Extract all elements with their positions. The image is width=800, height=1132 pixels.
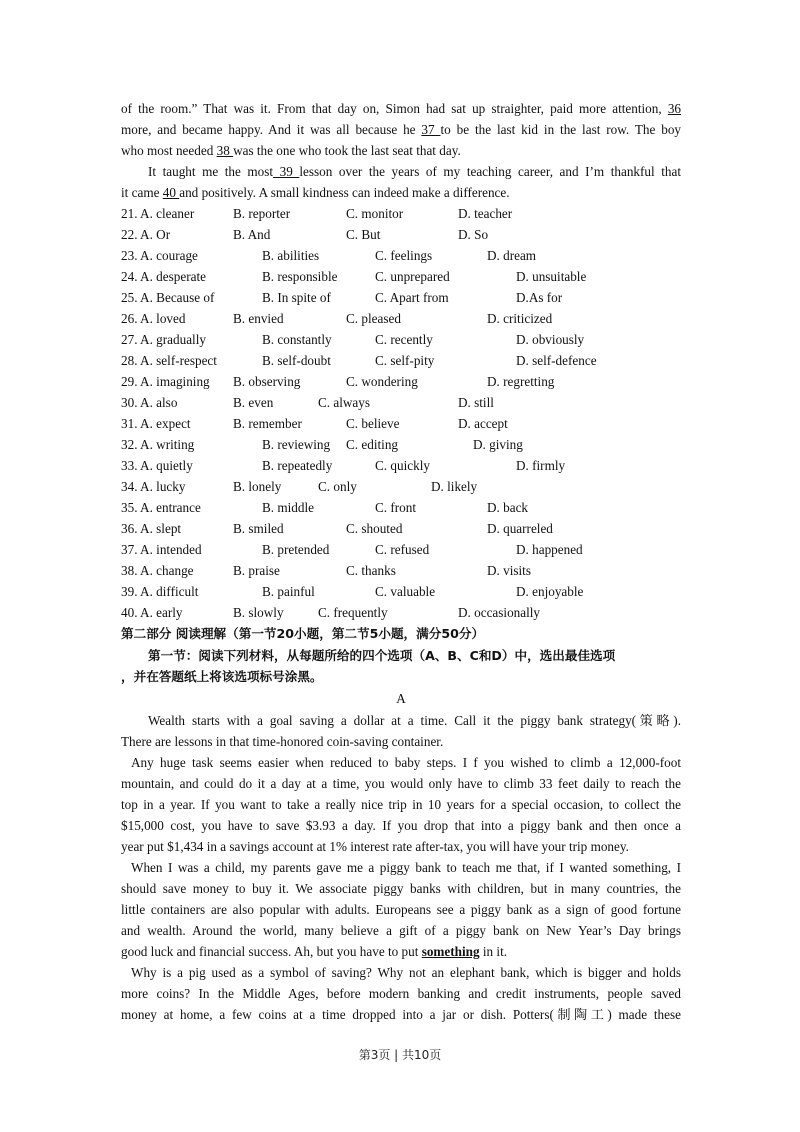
options-list [121,203,681,623]
option-a: 27. A. gradually [121,332,206,347]
option-c: C. editing [346,437,399,452]
option-row [121,434,681,455]
option-c: C. thanks [346,563,396,578]
option-b: B. pretended [262,542,330,557]
option-a: 38. A. change [121,563,194,578]
option-a: 32. A. writing [121,437,195,452]
option-row [121,266,681,287]
option-c: C. self-pity [375,353,435,368]
text-line [121,140,681,161]
text-run: lesson over the years of my teaching career, and I’m thankful that [299,164,681,179]
option-row [121,560,681,581]
option-b: B. slowly [233,605,284,620]
option-b: B. responsible [262,269,338,284]
option-d: D. criticized [487,311,553,326]
option-b: B. praise [233,563,280,578]
text-line: mountain, and could do it a day at a time, you would only have to climb 33 feet daily to reach the [121,776,681,791]
section-label: A [396,691,406,706]
option-c: C. wondering [346,374,418,389]
text-line: Why is a pig used as a symbol of saving? Why not an elephant bank, which is bigger and holds [131,965,681,980]
text-line [121,941,681,962]
option-c: C. quickly [375,458,430,473]
option-a: 33. A. quietly [121,458,193,473]
option-c: C. always [318,395,371,410]
text-run: who most needed [121,143,217,158]
option-row [121,392,681,413]
text-line: money at home, a few coins at a time dropped into a jar or dish. Potters(制陶工) made these [121,1007,681,1022]
text-line [148,161,681,182]
text-line: When I was a child, my parents gave me a piggy bank to teach me that, if I wanted something, I [131,860,681,875]
option-row [121,602,681,623]
blank-38: 38 [216,143,234,158]
option-b: B. repeatedly [262,458,333,473]
option-b: B. even [233,395,274,410]
text-run: and positively. A small kindness can indeed make a difference. [179,185,510,200]
option-d: D. firmly [516,458,566,473]
text-line: and wealth. Around the world, many believe a gift of a piggy bank on New Year’s Day brings [121,923,681,938]
option-a: 30. A. also [121,395,178,410]
text-line [121,182,681,203]
option-d: D. regretting [487,374,555,389]
option-c: C. shouted [346,521,403,536]
option-a: 28. A. self-respect [121,353,217,368]
option-row [121,329,681,350]
option-a: 31. A. expect [121,416,191,431]
option-c: C. refused [375,542,430,557]
page-footer: 第3页 | 共10页 [358,1048,442,1062]
text-run: it came [121,185,163,200]
option-row [121,203,681,224]
part-heading: 第二部分 阅读理解（第一节20小题，第二节5小题，满分50分） [121,626,485,641]
option-b: B. In spite of [262,290,331,305]
text-line: top in a year. If you want to take a really nice trip in 10 years for a special occasion, to collect the [121,797,681,812]
text-line: Wealth starts with a goal saving a dollar at a time. Call it the piggy bank strategy(策略). [148,713,681,728]
option-c: C. valuable [375,584,436,599]
option-b: B. And [233,227,271,242]
option-b: B. reporter [233,206,291,221]
option-b: B. middle [262,500,315,515]
option-d: D. back [487,500,529,515]
option-row [121,371,681,392]
blank-37: 37 [421,122,441,137]
option-c: C. recently [375,332,433,347]
option-a: 35. A. entrance [121,500,201,515]
option-c: C. unprepared [375,269,450,284]
option-a: 24. A. desperate [121,269,206,284]
option-row [121,518,681,539]
option-a: 26. A. loved [121,311,186,326]
option-d: D. unsuitable [516,269,587,284]
text-run: to be the last kid in the last row. The boy [440,122,682,137]
option-d: D. teacher [458,206,513,221]
option-d: D. dream [487,248,537,263]
option-b: B. lonely [233,479,282,494]
option-row [121,350,681,371]
text-run: It taught me the most [148,164,274,179]
option-d: D. obviously [516,332,585,347]
blank-36: 36 [667,101,681,116]
option-b: B. constantly [262,332,332,347]
instruction-line: 第一节：阅读下列材料，从每题所给的四个选项（A、B、C和D）中，选出最佳选项 [148,648,616,663]
text-line: little containers are also popular with adults. Europeans see a piggy bank as a sign of good fortune [121,902,681,917]
option-b: B. smiled [233,521,284,536]
option-row [121,287,681,308]
instruction-line: ，并在答题纸上将该选项标号涂黑。 [121,669,323,684]
text-run: more, and became happy. And it was all because he [121,122,422,137]
option-b: B. remember [233,416,302,431]
option-a: 25. A. Because of [121,290,215,305]
option-d: D. giving [473,437,523,452]
text-line: should save money to buy it. We associate piggy banks with children, but in many countries, the [121,881,681,896]
option-d: D. So [458,227,489,242]
option-row [121,413,681,434]
text-run: of the room.” That was it. From that day on, Simon had sat up straighter, paid more attention, [121,101,668,116]
option-b: B. painful [262,584,315,599]
text-line: $15,000 cost, you have to save $3.93 a day. If you drop that into a piggy bank and then once a [121,818,681,833]
option-a: 34. A. lucky [121,479,186,494]
option-b: B. abilities [262,248,320,263]
option-a: 22. A. Or [121,227,171,242]
option-row [121,497,681,518]
option-c: C. only [318,479,357,494]
option-row [121,455,681,476]
option-d: D. accept [458,416,508,431]
option-c: C. frequently [318,605,388,620]
text-line: more coins? In the Middle Ages, before modern banking and credit instruments, people saved [121,986,681,1001]
option-d: D. self-defence [516,353,597,368]
option-d: D. enjoyable [516,584,584,599]
option-c: C. Apart from [375,290,449,305]
option-c: C. But [346,227,381,242]
option-c: C. believe [346,416,400,431]
option-c: C. front [375,500,417,515]
option-b: B. self-doubt [262,353,331,368]
text-run: was the one who took the last seat that day. [233,143,461,158]
text-run: good luck and financial success. Ah, but you have to put [121,944,422,959]
option-row [121,581,681,602]
blank-40: 40 [162,185,180,200]
option-row [121,539,681,560]
text-line: There are lessons in that time-honored coin-saving container. [121,734,444,749]
text-line [121,98,681,119]
option-b: B. observing [233,374,301,389]
option-a: 36. A. slept [121,521,182,536]
option-row [121,245,681,266]
option-c: C. monitor [346,206,404,221]
emphasized-word: something [421,944,480,959]
option-a: 21. A. cleaner [121,206,195,221]
option-d: D. occasionally [458,605,541,620]
option-d: D. likely [431,479,478,494]
option-b: B. envied [233,311,284,326]
text-line [121,119,681,140]
option-d: D. visits [487,563,531,578]
option-row [121,476,681,497]
blank-39: 39 [273,164,300,179]
option-d: D. happened [516,542,583,557]
option-b: B. reviewing [262,437,331,452]
text-line: year put $1,434 in a savings account at 1% interest rate after-tax, you will have your trip money. [121,839,629,854]
option-c: C. feelings [375,248,433,263]
text-line: Any huge task seems easier when reduced to baby steps. I f you wished to climb a 12,000-foot [131,755,681,770]
option-a: 37. A. intended [121,542,202,557]
option-d: D. still [458,395,494,410]
text-run: in it. [479,944,508,959]
option-d: D. quarreled [487,521,553,536]
option-a: 23. A. courage [121,248,198,263]
option-row [121,308,681,329]
option-a: 39. A. difficult [121,584,199,599]
option-a: 40. A. early [121,605,183,620]
option-row [121,224,681,245]
option-a: 29. A. imagining [121,374,210,389]
option-c: C. pleased [346,311,401,326]
option-d: D.As for [516,290,563,305]
